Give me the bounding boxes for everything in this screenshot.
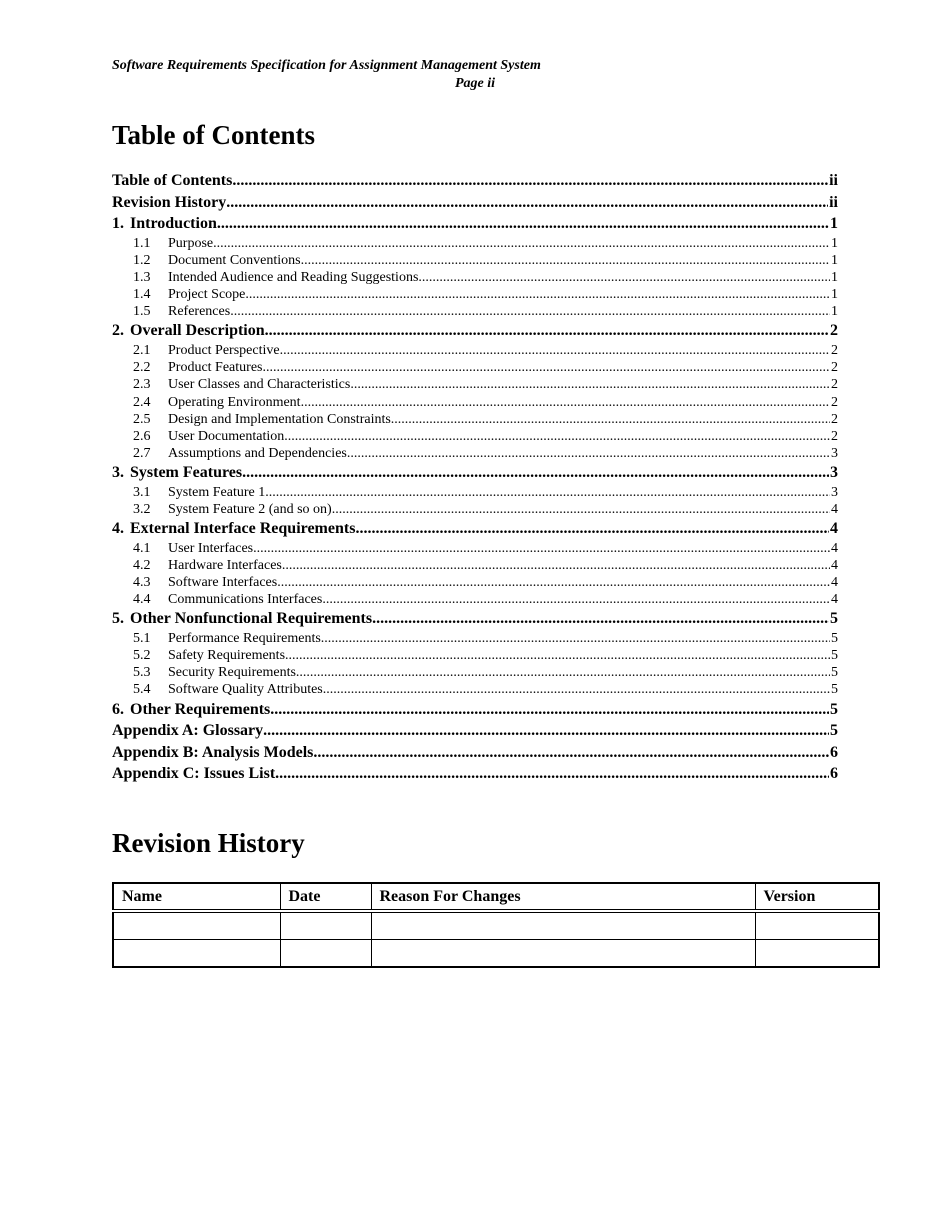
toc-entry-page: 4 [831,575,838,590]
toc-entry-label: Design and Implementation Constraints [168,411,391,427]
toc-dot-leader [284,428,830,445]
toc-dot-leader [418,269,830,286]
toc-entry-label: Security Requirements [168,665,296,681]
toc-dot-leader [372,608,829,630]
toc-entry-number: 1. [112,215,124,232]
toc-entry-number: 2.7 [133,446,151,462]
toc-dot-leader [285,647,830,664]
toc-entry-label: Revision History [112,193,227,211]
toc-entry-label: Other Nonfunctional Requirements [130,610,373,628]
toc-dot-leader [242,462,829,484]
toc-dot-leader [301,394,830,411]
toc-entry-number: 2.1 [133,342,151,358]
table-row [113,911,879,940]
toc-dot-leader [232,170,828,192]
table-header-row [113,883,879,911]
toc-entry-number: 1.2 [133,252,151,268]
toc-subentry[interactable] [112,647,838,664]
toc-entry-page: 1 [831,269,838,285]
toc-entry-label: Hardware Interfaces [168,557,282,573]
toc-entry-label: User Documentation [168,428,285,444]
toc-entry-page: 3 [831,484,838,500]
toc-entry[interactable] [112,518,838,540]
toc-dot-leader [265,484,830,501]
toc-entry-page: 2 [830,322,838,340]
toc-entry-page: 4 [831,592,838,608]
toc-entry-page: 5 [831,648,838,664]
toc-entry-page: 1 [830,215,838,232]
revision-history-heading: Revision History [112,828,305,858]
running-header-page-number: Page ii [454,76,496,91]
toc-entry-label: Other Requirements [130,700,271,718]
toc-entry[interactable] [112,699,838,721]
toc-dot-leader [313,742,829,764]
toc-entry-number: 5.2 [133,648,151,664]
toc-entry-number: 3. [112,464,124,482]
toc-subentry[interactable] [112,540,838,557]
toc-entry-label: References [168,304,231,320]
toc-entry-label: Operating Environment [168,394,301,410]
toc-dot-leader [230,303,830,320]
toc-entry-page: 5 [830,722,838,740]
toc-entry-number: 6. [112,700,124,718]
toc-entry-number: 2.5 [133,411,151,427]
toc-entry-page: 1 [831,287,838,303]
toc-entry-number: 1.5 [133,304,151,320]
toc-entry[interactable] [112,213,838,235]
toc-entry-page: ii [829,193,838,211]
toc-entry-label: Appendix C: Issues List [112,765,276,783]
toc-entry-page: 2 [831,394,838,410]
toc-subentry[interactable] [112,252,838,269]
toc-entry-number: 5.4 [133,682,151,698]
toc-entry[interactable] [112,720,838,742]
toc-dot-leader [217,213,829,235]
toc-dot-leader [296,664,830,681]
toc-entry-label: Assumptions and Dependencies [168,446,347,462]
toc-dot-leader [226,192,828,214]
table-cell[interactable] [280,940,371,968]
toc-entry-number: 4.4 [133,592,151,608]
toc-entry-page: 5 [831,682,838,698]
toc-entry-label: User Interfaces [168,540,254,556]
toc-entry-label: Document Conventions [168,252,301,268]
toc-entry-label: Performance Requirements [168,630,321,646]
toc-subentry[interactable] [112,376,838,393]
toc-entry-page: 4 [831,557,838,573]
toc-entry-label: Overall Description [130,322,265,340]
toc-entry-number: 5.1 [133,630,151,646]
toc-entry-page: 5 [830,610,838,628]
toc-entry[interactable] [112,742,838,764]
column-header-version: Version [755,883,879,911]
toc-subentry[interactable] [112,664,838,681]
toc-entry-page: 2 [831,428,838,444]
toc-entry-page: 1 [831,304,838,320]
table-cell[interactable] [371,940,755,968]
toc-entry-label: Intended Audience and Reading Suggestions [168,269,419,285]
table-of-contents [112,170,838,785]
toc-subentry[interactable] [112,557,838,574]
toc-subentry[interactable] [112,484,838,501]
toc-subentry[interactable] [112,269,838,286]
toc-entry-page: 2 [831,377,838,393]
toc-dot-leader [275,763,829,785]
toc-subentry[interactable] [112,286,838,303]
toc-entry-page: 2 [831,411,838,427]
table-row [113,940,879,968]
toc-dot-leader [263,720,829,742]
toc-dot-leader [347,445,830,462]
toc-entry-label: Appendix A: Glossary [112,722,264,740]
toc-entry-page: 1 [831,235,838,251]
toc-entry-label: System Feature 1 [168,484,266,500]
toc-entry-number: 1.1 [133,235,151,251]
toc-entry[interactable] [112,170,838,192]
toc-dot-leader [262,359,830,376]
toc-subentry[interactable] [112,303,838,320]
toc-entry-label: System Features [130,464,243,482]
toc-entry-label: Introduction [130,215,217,232]
toc-dot-leader [322,591,830,608]
toc-entry-label: Table of Contents [112,172,233,189]
table-cell[interactable] [371,911,755,940]
toc-entry[interactable] [112,320,838,342]
toc-entry-number: 5.3 [133,665,151,681]
toc-entry[interactable] [112,763,838,785]
toc-entry-label: Software Quality Attributes [168,682,323,698]
toc-subentry[interactable] [112,342,838,359]
toc-entry-label: Product Features [168,360,263,376]
toc-entry-page: 3 [831,446,838,462]
toc-entry-number: 3.2 [133,501,151,517]
toc-entry-page: ii [829,172,838,189]
toc-dot-leader [391,411,830,428]
toc-entry-page: 4 [831,501,838,517]
toc-dot-leader [265,320,829,342]
toc-entry-label: External Interface Requirements [130,520,356,538]
table-cell[interactable] [113,940,280,968]
column-header-name: Name [113,883,280,911]
toc-subentry[interactable] [112,591,838,608]
toc-entry[interactable] [112,462,838,484]
table-cell[interactable] [113,911,280,940]
toc-entry-page: 2 [831,342,838,358]
toc-entry-number: 1.3 [133,269,151,285]
table-cell[interactable] [755,940,879,968]
toc-dot-leader [301,252,830,269]
toc-entry-page: 5 [830,700,838,718]
toc-entry-number: 5. [112,610,124,628]
toc-entry-label: Purpose [168,235,214,251]
column-header-reason: Reason For Changes [371,883,755,911]
toc-subentry[interactable] [112,501,838,518]
toc-dot-leader [332,501,830,518]
toc-entry-label: Communications Interfaces [168,592,323,608]
toc-entry-page: 1 [831,252,838,268]
toc-subentry[interactable] [112,359,838,376]
toc-entry-label: Software Interfaces [168,575,278,590]
table-cell[interactable] [280,911,371,940]
toc-entry-number: 2.2 [133,360,151,376]
toc-dot-leader [213,235,830,252]
toc-entry-number: 2.6 [133,428,151,444]
toc-subentry[interactable] [112,630,838,647]
toc-dot-leader [277,574,830,591]
toc-entry-page: 5 [831,665,838,681]
toc-dot-leader [270,699,829,721]
toc-subentry[interactable] [112,574,838,591]
toc-subentry[interactable] [112,235,838,252]
toc-dot-leader [350,376,830,393]
toc-entry-number: 4.1 [133,540,151,556]
column-header-date: Date [280,883,371,911]
toc-entry[interactable] [112,192,838,214]
toc-entry-page: 5 [831,630,838,646]
toc-dot-leader [321,630,830,647]
toc-entry-page: 4 [831,540,838,556]
toc-dot-leader [355,518,829,540]
toc-entry-number: 2.3 [133,377,151,393]
toc-subentry[interactable] [112,681,838,698]
toc-entry-page: 2 [831,360,838,376]
toc-entry-label: Project Scope [168,287,246,303]
toc-subentry[interactable] [112,394,838,411]
toc-entry-number: 4. [112,520,124,538]
toc-entry[interactable] [112,608,838,630]
toc-entry-number: 1.4 [133,287,151,303]
toc-entry-number: 4.3 [133,575,151,590]
toc-subentry[interactable] [112,445,838,462]
revision-history-table [112,882,880,968]
toc-subentry[interactable] [112,428,838,445]
toc-entry-page: 6 [830,743,838,761]
toc-dot-leader [282,557,830,574]
toc-entry-label: Product Perspective [168,342,280,358]
toc-subentry[interactable] [112,411,838,428]
toc-dot-leader [253,540,830,557]
table-cell[interactable] [755,911,879,940]
toc-dot-leader [323,681,830,698]
toc-entry-number: 3.1 [133,484,151,500]
toc-entry-label: Appendix B: Analysis Models [112,743,314,761]
toc-entry-label: User Classes and Characteristics [168,377,351,393]
toc-dot-leader [280,342,830,359]
toc-entry-label: System Feature 2 (and so on) [168,501,332,517]
toc-entry-page: 3 [830,464,838,482]
running-header-title: Software Requirements Specification for Assignment Management System [112,58,541,73]
toc-dot-leader [245,286,830,303]
toc-entry-page: 4 [830,520,838,538]
toc-entry-page: 6 [830,765,838,783]
toc-entry-number: 2. [112,322,124,340]
toc-entry-label: Safety Requirements [168,648,286,664]
toc-entry-number: 4.2 [133,557,151,573]
toc-entry-number: 2.4 [133,394,151,410]
toc-heading: Table of Contents [112,120,316,150]
